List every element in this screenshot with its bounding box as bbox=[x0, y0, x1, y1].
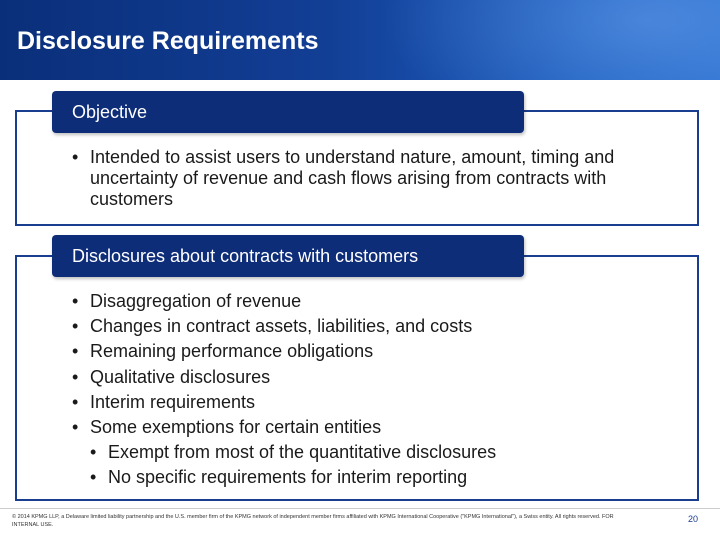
page-title: Disclosure Requirements bbox=[17, 27, 319, 55]
exemption-sub-item: • No specific requirements for interim reporting bbox=[90, 465, 680, 490]
footer-legal-text: © 2014 KPMG LLP, a Delaware limited liability partnership and the U.S. member firm of the KPMG network of independent member firms affiliated with KPMG International Cooperative ("KPMG International"), a Swiss entity. All rights reserved. FOR INTERNAL USE. bbox=[12, 514, 614, 528]
disclosures-tab bbox=[52, 235, 524, 277]
page-number: 20 bbox=[687, 514, 698, 524]
banner-sheen bbox=[380, 0, 720, 80]
title-banner bbox=[0, 0, 720, 80]
exemption-sub-bullets bbox=[90, 440, 680, 490]
objective-tab-label: Objective bbox=[72, 101, 148, 122]
disclosure-item: • Some exemptions for certain entities bbox=[72, 415, 672, 440]
objective-bullet: • Intended to assist users to understand nature, amount, timing and uncertainty of revenue and cash flows arising from contracts with customers bbox=[72, 147, 652, 210]
disclosure-item: • Interim requirements bbox=[72, 390, 672, 415]
disclosure-item: • Remaining performance obligations bbox=[72, 339, 672, 364]
objective-tab bbox=[52, 91, 524, 133]
disclosure-item: • Disaggregation of revenue bbox=[72, 289, 672, 314]
disclosures-tab-label: Disclosures about contracts with customers bbox=[72, 245, 419, 266]
disclosure-item: • Changes in contract assets, liabilities, and costs bbox=[72, 314, 672, 339]
exemption-sub-item: • Exempt from most of the quantitative disclosures bbox=[90, 440, 680, 465]
objective-bullets bbox=[72, 147, 652, 210]
disclosures-bullets bbox=[72, 289, 672, 440]
disclosure-item: • Qualitative disclosures bbox=[72, 365, 672, 390]
footer-divider bbox=[0, 508, 720, 509]
